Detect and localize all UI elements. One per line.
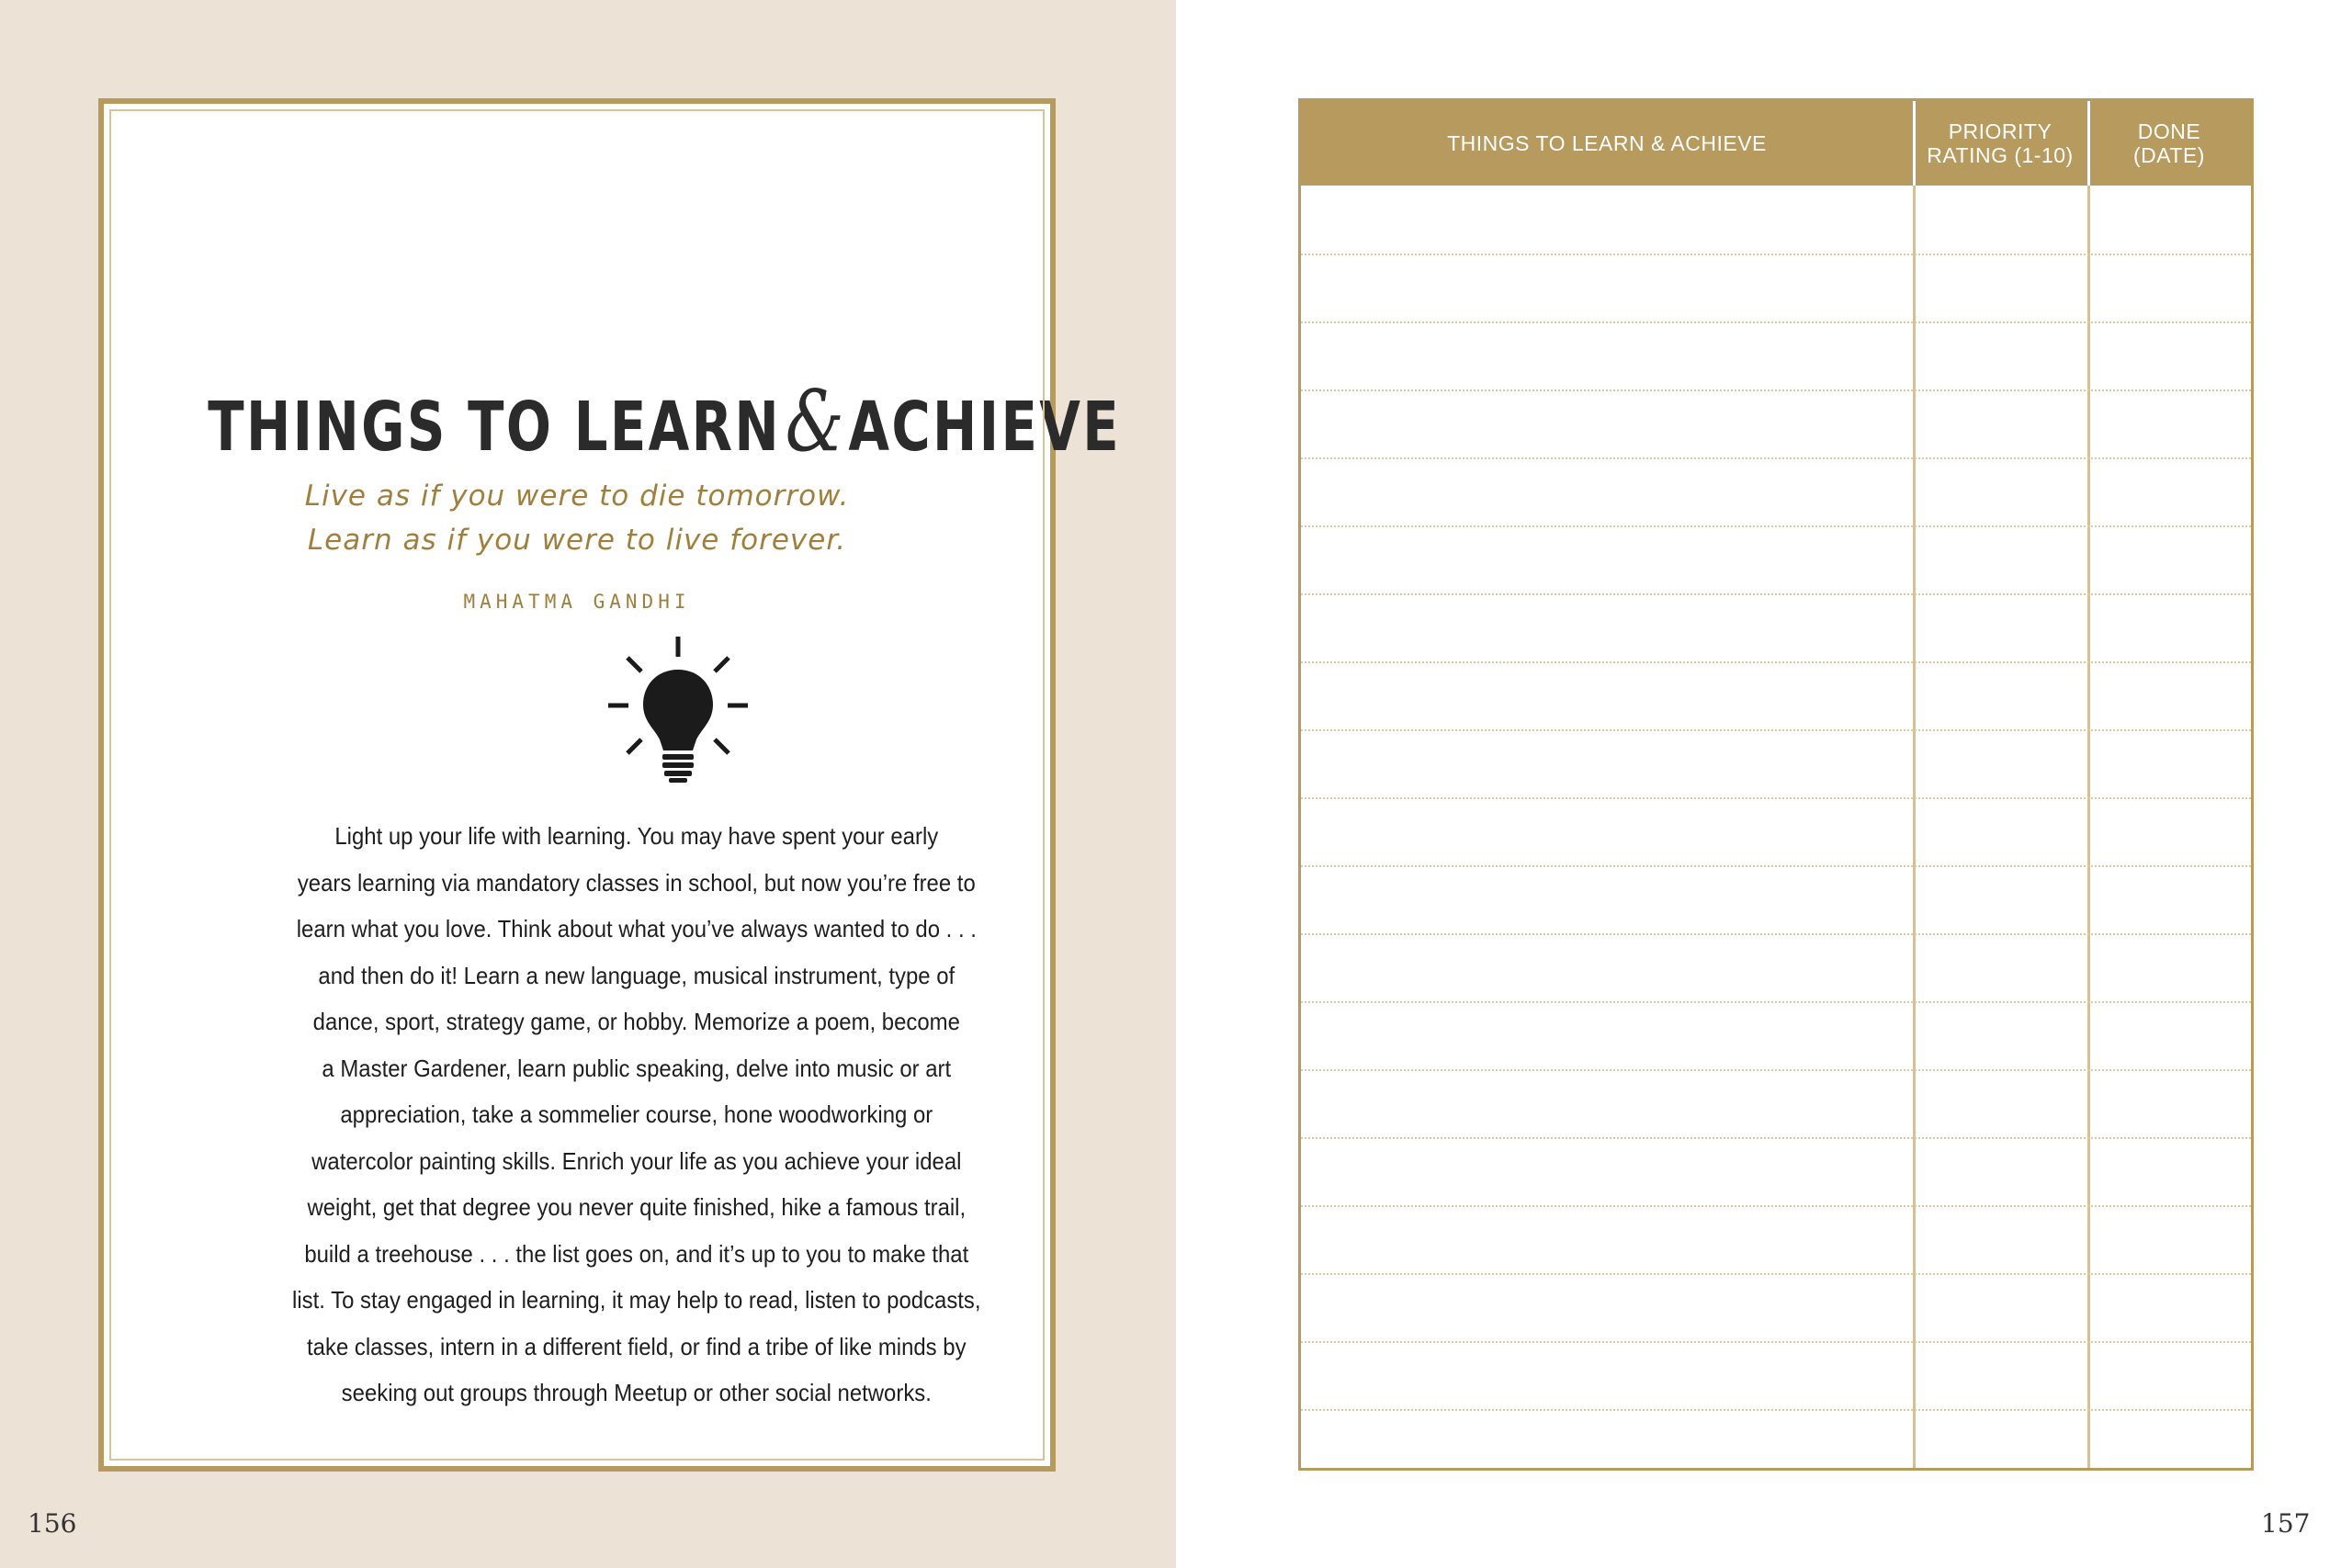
title-ampersand: & (785, 372, 844, 470)
table-row-line (1301, 1069, 2251, 1071)
body-line: dance, sport, strategy game, or hobby. Memorize a poem, become (312, 1008, 960, 1035)
table-row-line (1301, 389, 2251, 391)
table-row-line (1301, 457, 2251, 459)
body-line: a Master Gardener, learn public speaking, delve into music or art (322, 1054, 952, 1082)
table-row-line (1301, 1341, 2251, 1343)
header-priority-rating (1913, 101, 2087, 186)
body-line: build a treehouse . . . the list goes on, and it’s up to you to make that (304, 1239, 969, 1268)
body-line: list. To stay engaged in learning, it may help to read, listen to podcasts, (292, 1286, 981, 1314)
table-row-line (1301, 1273, 2251, 1275)
quote-author: MAHATMA GANDHI (463, 591, 691, 613)
body-line: take classes, intern in a different field, or find a tribe of like minds by (307, 1332, 967, 1360)
body-line: years learning via mandatory classes in school, but now you’re free to (297, 868, 976, 897)
table-header (1301, 101, 2251, 186)
content-frame (98, 98, 1122, 1472)
header-done-line-2: (DATE) (2133, 143, 2205, 167)
goals-table (1298, 98, 2254, 1471)
table-row-line (1301, 254, 2251, 255)
table-row-line (1301, 321, 2251, 323)
body-line: appreciation, take a sommelier course, hone woodworking or (340, 1100, 933, 1128)
table-row-line (1301, 525, 2251, 527)
title-part-1: THINGS TO LEARN (208, 388, 782, 467)
column-divider (2087, 101, 2090, 1468)
header-priority-line-2: RATING (1-10) (1927, 143, 2074, 167)
table-row-line (1301, 797, 2251, 799)
body-line: and then do it! Learn a new language, musical instrument, type of (318, 961, 956, 989)
header-done-line-1: DONE (2137, 119, 2201, 143)
page-number-left: 156 (28, 1508, 77, 1539)
table-row-line (1301, 593, 2251, 595)
table-row-line (1301, 933, 2251, 935)
table-row-line (1301, 1137, 2251, 1139)
header-priority-line-1: PRIORITY (1948, 119, 2052, 143)
body-line: watercolor painting skills. Enrich your life as you achieve your ideal (311, 1146, 962, 1175)
body-text (159, 813, 1114, 1416)
header-divider (1913, 101, 1916, 186)
header-done-date (2087, 101, 2251, 186)
body-line: Light up your life with learning. You may have spent your early (334, 822, 939, 850)
quote-line-2: Learn as if you were to live forever. (307, 524, 847, 557)
table-row-line (1301, 1205, 2251, 1207)
header-things-to-learn: THINGS TO LEARN & ACHIEVE (1447, 131, 1767, 155)
page-title (208, 372, 1122, 470)
table-row-line (1301, 661, 2251, 663)
column-divider (1913, 101, 1916, 1468)
table-row-line (1301, 1001, 2251, 1003)
table-row-line (1301, 865, 2251, 867)
page-number-right: 157 (2261, 1508, 2311, 1539)
lightbulb-icon (608, 633, 748, 785)
body-line: seeking out groups through Meetup or other social networks. (341, 1379, 932, 1406)
header-divider (2087, 101, 2090, 186)
quote-line-1: Live as if you were to die tomorrow. (304, 479, 850, 513)
table-row-line (1301, 1409, 2251, 1411)
title-part-2: ACHIEVE (848, 388, 1122, 467)
body-line: learn what you love. Think about what you’ve always wanted to do . . . (296, 915, 977, 942)
table-row-line (1301, 729, 2251, 731)
quote (104, 474, 1050, 562)
body-line: weight, get that degree you never quite finished, hike a famous trail, (307, 1193, 967, 1221)
